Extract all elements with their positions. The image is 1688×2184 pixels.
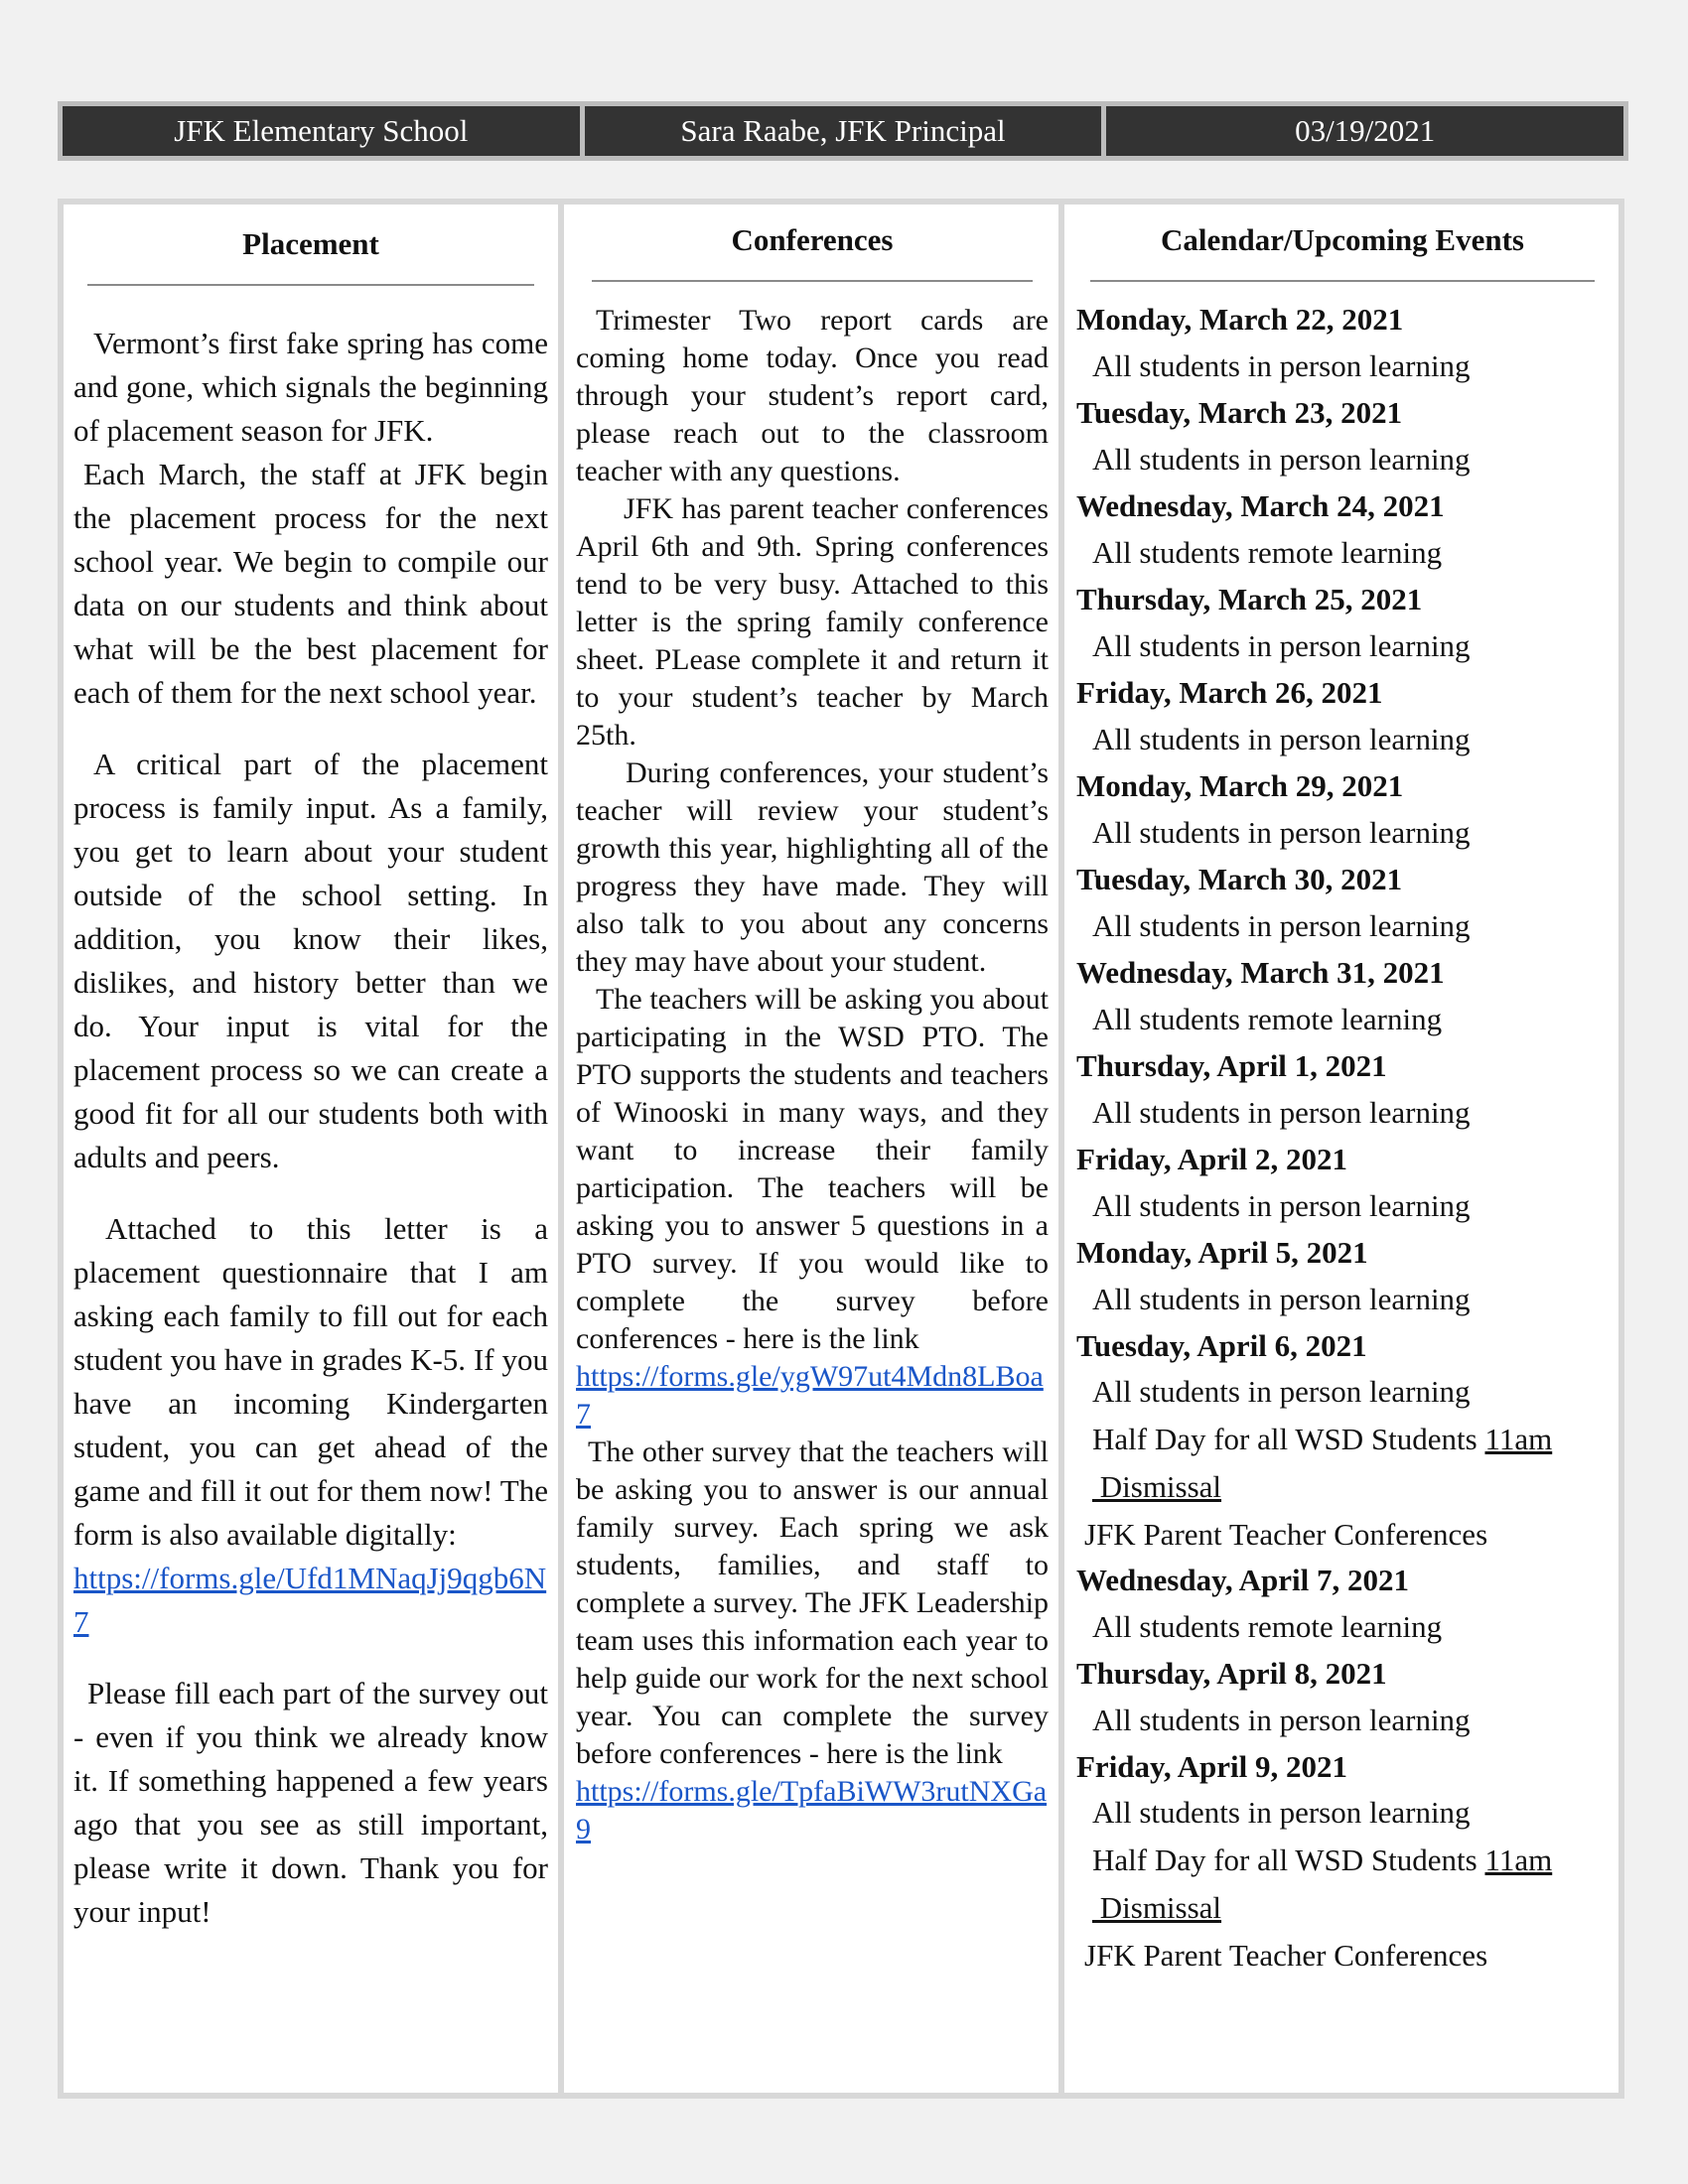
event-item: All students in person learning — [1092, 1374, 1471, 1409]
event-date: Friday, April 2, 2021 — [1076, 1142, 1347, 1176]
event-item: All students remote learning — [1092, 535, 1443, 570]
family-survey-link[interactable]: https://forms.gle/TpfaBiWW3rutNXGa9 — [576, 1775, 1048, 1845]
event-item: All students in person learning — [1092, 1188, 1471, 1223]
event-group — [1076, 298, 1609, 1979]
placement-divider — [87, 284, 534, 286]
placement-column — [64, 205, 558, 2093]
event-item: All students in person learning — [1092, 815, 1471, 850]
conferences-paragraph: JFK has parent teacher conferences April 6th and 9th. Spring conferences tend to be very busy. Attached to this letter is the spring family conference sheet. PLease complete it and return it to your student’s teacher by March 25th. — [576, 492, 1049, 751]
event-item: All students in person learning — [1092, 908, 1471, 943]
calendar-column — [1064, 205, 1618, 2093]
event-date: Friday, March 26, 2021 — [1076, 675, 1383, 710]
event-item: All students remote learning — [1092, 1609, 1443, 1644]
conferences-paragraph: Trimester Two report cards are coming home today. Once you read through your student’s report card, please reach out to the classroom teacher with any questions. — [576, 304, 1049, 487]
half-day-text: Half Day for all WSD Students — [1092, 1422, 1485, 1456]
dismissal-text: Dismissal — [1092, 1469, 1222, 1504]
event-date: Wednesday, April 7, 2021 — [1076, 1563, 1410, 1597]
event-item: All students in person learning — [1092, 628, 1471, 663]
placement-paragraph: Each March, the staff at JFK begin the placement process for the next school year. We begin to compile our data on our students and think about what will be the best placement for each of them for the next school year. — [73, 457, 548, 710]
placement-paragraph: Please fill each part of the survey out - even if you think we already know it. If something happened a few years ago that you see as still important, please write it down. Thank you for your input! — [73, 1676, 548, 1929]
conferences-divider — [592, 280, 1033, 282]
event-item: All students in person learning — [1092, 442, 1471, 477]
event-item: All students in person learning — [1092, 348, 1471, 383]
school-name: JFK Elementary School — [63, 106, 580, 156]
event-date: Tuesday, March 23, 2021 — [1076, 395, 1403, 430]
calendar-title: Calendar/Upcoming Events — [1161, 222, 1524, 257]
event-date: Monday, March 29, 2021 — [1076, 768, 1404, 803]
event-date: Thursday, April 1, 2021 — [1076, 1048, 1387, 1083]
half-day-time: 11am — [1484, 1843, 1553, 1877]
placement-paragraph: Vermont’s first fake spring has come and gone, which signals the beginning of placement season for JFK. — [73, 326, 548, 448]
letter-date: 03/19/2021 — [1106, 106, 1623, 156]
event-item: All students remote learning — [1092, 1002, 1443, 1036]
event-date: Tuesday, April 6, 2021 — [1076, 1328, 1367, 1363]
conferences-paragraph: The teachers will be asking you about participating in the WSD PTO. The PTO supports the students and teachers of Winooski in many ways, and they want to increase their family participation. The teachers will be asking you to answer 5 questions in a PTO survey. If you would like to complete the survey before conferences - here is the link — [576, 983, 1049, 1355]
calendar-divider — [1090, 280, 1595, 282]
placement-paragraph: A critical part of the placement process is family input. As a family, you get to learn about your student outside of the school setting. In addition, you know their likes, dislikes, and history better than we do. Your input is vital for the placement process so we can create a good fit for all our students both with adults and peers. — [73, 747, 548, 1174]
event-item: All students in person learning — [1092, 722, 1471, 756]
event-item-conferences: JFK Parent Teacher Conferences — [1084, 1517, 1488, 1552]
conferences-paragraph: During conferences, your student’s teacher will review your student’s growth this year, highlighting all of the progress they have made. They will also talk to you about any concerns they may have about your student. — [576, 756, 1049, 978]
header-bar — [58, 101, 1628, 161]
conferences-paragraph: The other survey that the teachers will be asking you to answer is our annual family survey. Each spring we ask students, families, and staff to complete a survey. The JFK Leadership team uses this information each year to help guide our work for the next school year. You can complete the survey before conferences - here is the link — [576, 1435, 1049, 1770]
event-item: All students in person learning — [1092, 1095, 1471, 1130]
placement-title: Placement — [242, 226, 379, 261]
placement-form-link[interactable]: https://forms.gle/Ufd1MNaqJj9qgb6N7 — [73, 1561, 547, 1639]
event-item: All students in person learning — [1092, 1795, 1471, 1830]
event-item-half-day — [1076, 1416, 1609, 1511]
event-date: Friday, April 9, 2021 — [1076, 1749, 1347, 1784]
event-date: Tuesday, March 30, 2021 — [1076, 862, 1403, 896]
event-item-conferences: JFK Parent Teacher Conferences — [1084, 1938, 1488, 1973]
pto-survey-link[interactable]: https://forms.gle/ygW97ut4Mdn8LBoa7 — [576, 1360, 1044, 1431]
event-date: Monday, April 5, 2021 — [1076, 1235, 1368, 1270]
half-day-text: Half Day for all WSD Students — [1092, 1843, 1485, 1877]
event-item-half-day — [1076, 1837, 1609, 1932]
newsletter-columns — [58, 199, 1624, 2099]
event-date: Wednesday, March 24, 2021 — [1076, 488, 1445, 523]
conferences-title: Conferences — [731, 222, 894, 257]
event-date: Monday, March 22, 2021 — [1076, 302, 1404, 337]
principal-name: Sara Raabe, JFK Principal — [585, 106, 1102, 156]
event-date: Thursday, April 8, 2021 — [1076, 1656, 1387, 1691]
event-date: Thursday, March 25, 2021 — [1076, 582, 1423, 616]
event-item: All students in person learning — [1092, 1703, 1471, 1737]
event-item: All students in person learning — [1092, 1282, 1471, 1316]
half-day-time: 11am — [1484, 1422, 1553, 1456]
conferences-column — [564, 205, 1058, 2093]
event-date: Wednesday, March 31, 2021 — [1076, 955, 1445, 990]
placement-paragraph: Attached to this letter is a placement questionnaire that I am asking each family to fill out for each student you have in grades K-5. If you have an incoming Kindergarten student, you can get ahead of the game and fill it out for them now! The form is also available digitally: — [73, 1211, 548, 1552]
dismissal-text: Dismissal — [1092, 1890, 1222, 1925]
